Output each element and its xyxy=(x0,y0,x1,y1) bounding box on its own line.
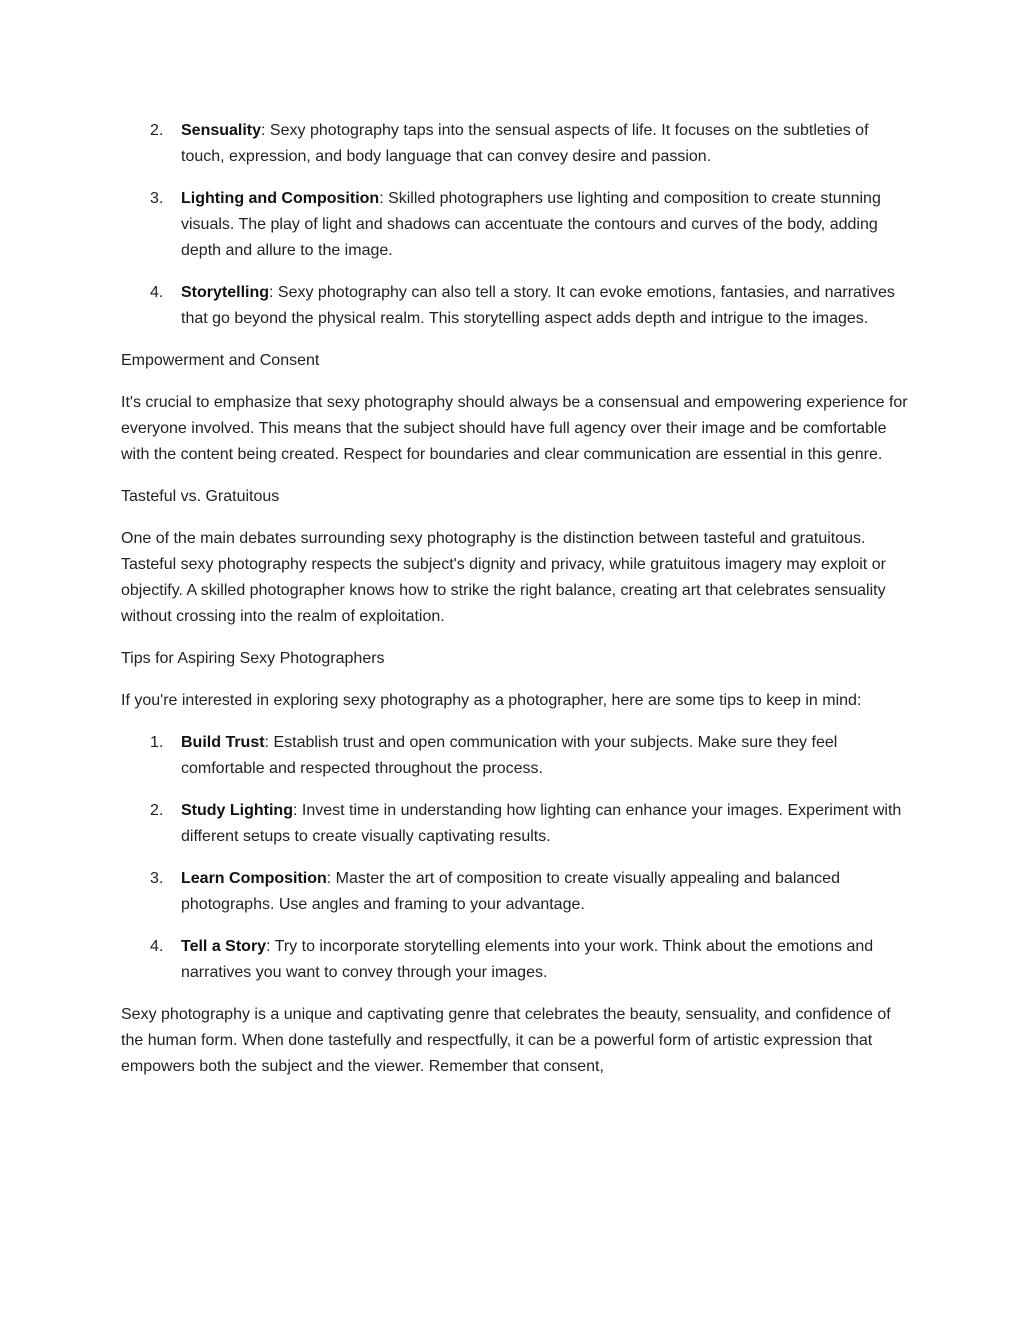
list-item xyxy=(121,934,911,986)
list-text: : Sexy photography can also tell a story. It can evoke emotions, fantasies, and narratives that go beyond the physical realm. This storytelling aspect adds depth and intrigue to the images. xyxy=(181,284,895,327)
list-number: 3. xyxy=(150,190,164,207)
list-text: : Sexy photography taps into the sensual aspects of life. It focuses on the subtleties of touch, expression, and body language that can convey desire and passion. xyxy=(181,122,869,165)
list-number: 4. xyxy=(150,938,164,955)
list-number: 2. xyxy=(150,122,164,139)
list-text: : Establish trust and open communication with your subjects. Make sure they feel comfortable and respected throughout the process. xyxy=(181,734,838,777)
paragraph-closing: Sexy photography is a unique and captivating genre that celebrates the beauty, sensuality, and confidence of the human form. When done tastefully and respectfully, it can be a powerful form of artistic expression that empowers both the subject and the viewer. Remember that consent, xyxy=(121,1006,891,1075)
list-text: : Invest time in understanding how lighting can enhance your images. Experiment with different setups to create visually captivating results. xyxy=(181,802,902,845)
list-term: Learn Composition xyxy=(181,870,327,887)
list-term: Lighting and Composition xyxy=(181,190,380,207)
paragraph-tasteful: One of the main debates surrounding sexy photography is the distinction between tasteful and gratuitous. Tasteful sexy photography respects the subject's dignity and privacy, while gratuitous imagery may exploit or objectify. A skilled photographer knows how to strike the right balance, creating art that celebrates sensuality without crossing into the realm of exploitation. xyxy=(121,530,886,625)
list-item xyxy=(121,866,911,918)
list-number: 1. xyxy=(150,734,164,751)
feature-list xyxy=(121,118,911,332)
list-term: Storytelling xyxy=(181,284,270,301)
list-term: Tell a Story xyxy=(181,938,267,955)
tips-list xyxy=(121,730,911,986)
list-item xyxy=(121,798,911,850)
section-heading-tips: Tips for Aspiring Sexy Photographers xyxy=(121,650,385,667)
list-text: : Skilled photographers use lighting and composition to create stunning visuals. The play of light and shadows can accentuate the contours and curves of the body, adding depth and allure to the image. xyxy=(181,190,881,259)
list-number: 3. xyxy=(150,870,164,887)
list-item xyxy=(121,118,911,170)
list-term: Study Lighting xyxy=(181,802,293,819)
paragraph-empowerment: It's crucial to emphasize that sexy photography should always be a consensual and empowering experience for everyone involved. This means that the subject should have full agency over their image and be comfortable with the content being created. Respect for boundaries and clear communication are essential in this genre. xyxy=(121,394,908,463)
page-content xyxy=(121,118,911,1096)
section-heading-empowerment: Empowerment and Consent xyxy=(121,352,320,369)
list-term: Build Trust xyxy=(181,734,265,751)
paragraph-tips-intro: If you're interested in exploring sexy photography as a photographer, here are some tips to keep in mind: xyxy=(121,692,862,709)
list-text: : Try to incorporate storytelling elements into your work. Think about the emotions and narratives you want to convey through your images. xyxy=(181,938,874,981)
list-item xyxy=(121,186,911,264)
list-text: : Master the art of composition to create visually appealing and balanced photographs. Use angles and framing to your advantage. xyxy=(181,870,840,913)
list-number: 2. xyxy=(150,802,164,819)
list-term: Sensuality xyxy=(181,122,262,139)
list-item xyxy=(121,280,911,332)
section-heading-tasteful: Tasteful vs. Gratuitous xyxy=(121,488,280,505)
list-number: 4. xyxy=(150,284,164,301)
list-item xyxy=(121,730,911,782)
